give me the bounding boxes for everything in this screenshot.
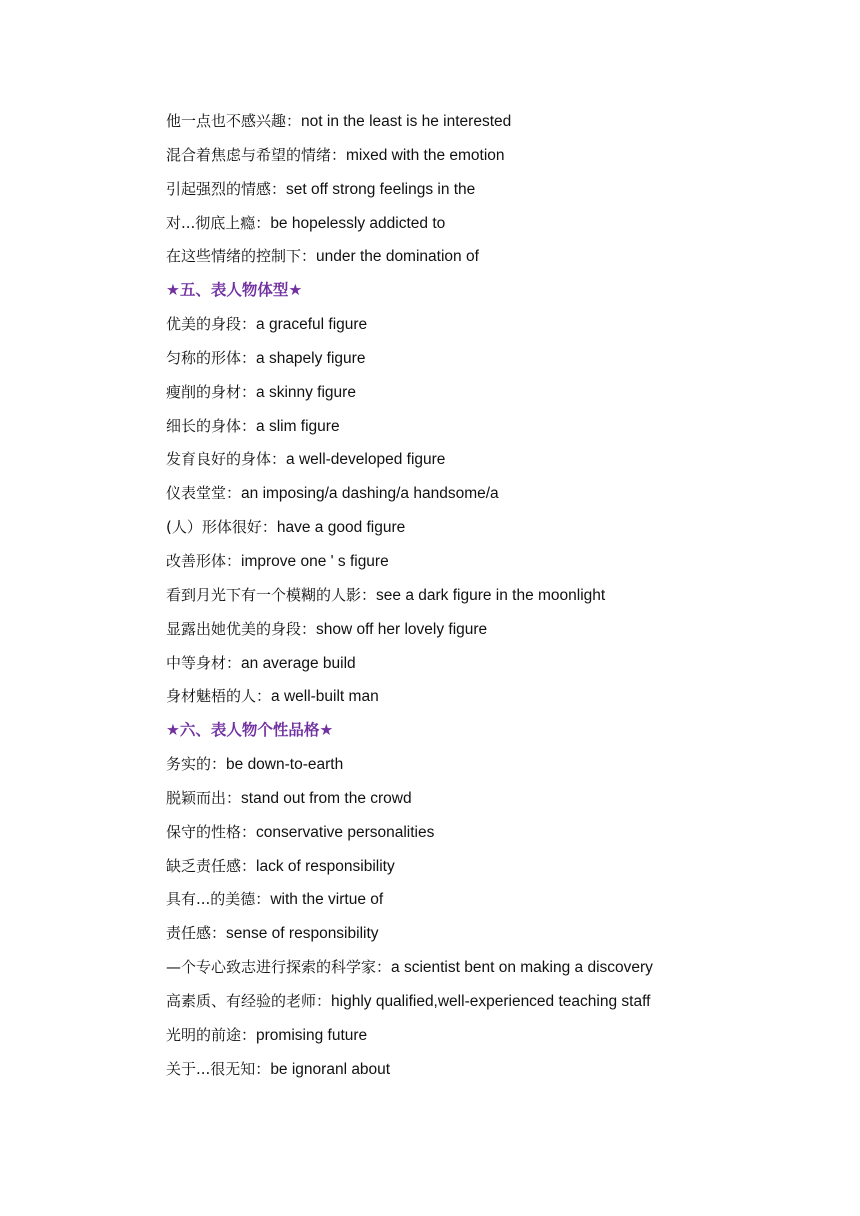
entry-chinese: 身材魅梧的人： — [166, 687, 272, 706]
entry-english: improve one ' s figure — [241, 552, 389, 570]
entry-chinese: 中等身材： — [166, 653, 242, 672]
vocabulary-list — [166, 105, 826, 1086]
entry-chinese: 对...彻底上瘾： — [166, 213, 271, 232]
vocab-entry — [166, 308, 826, 342]
entry-english: mixed with the emotion — [346, 146, 505, 164]
entry-english: a well-built man — [271, 688, 379, 706]
entry-chinese: 发育良好的身体： — [166, 450, 287, 469]
entry-chinese: 匀称的形体： — [166, 348, 257, 367]
entry-english: a well-developed figure — [286, 451, 446, 469]
entry-english: sense of responsibility — [226, 925, 379, 943]
entry-english: a skinny figure — [256, 383, 356, 401]
entry-chinese: 缺乏责任感： — [166, 856, 257, 875]
vocab-entry — [166, 443, 826, 477]
vocab-entry — [166, 850, 826, 884]
entry-english: conservative personalities — [256, 823, 435, 841]
vocab-entry — [166, 647, 826, 681]
vocab-entry — [166, 782, 826, 816]
vocab-entry — [166, 240, 826, 274]
vocab-entry — [166, 883, 826, 917]
vocab-entry — [166, 680, 826, 714]
vocab-entry — [166, 173, 826, 207]
vocab-entry — [166, 139, 826, 173]
entry-chinese: 保守的性格： — [166, 822, 257, 841]
vocab-entry — [166, 579, 826, 613]
vocab-entry — [166, 207, 826, 241]
entry-chinese: 细长的身体： — [166, 416, 257, 435]
entry-chinese: 引起强烈的情感： — [166, 179, 287, 198]
entry-english: under the domination of — [316, 248, 479, 266]
entry-english: lack of responsibility — [256, 857, 395, 875]
vocab-entry — [166, 105, 826, 139]
entry-english: a shapely figure — [256, 349, 366, 367]
entry-chinese: (人）形体很好： — [166, 518, 277, 537]
entry-chinese: 显露出她优美的身段： — [166, 619, 317, 638]
entry-english: a slim figure — [256, 417, 340, 435]
entry-chinese: 务实的： — [166, 755, 227, 774]
entry-english: see a dark figure in the moonlight — [376, 586, 606, 604]
entry-english: set off strong feelings in the — [286, 180, 476, 198]
entry-english: have a good figure — [276, 519, 406, 537]
entry-english: with the virtue of — [270, 891, 384, 909]
vocab-entry — [166, 748, 826, 782]
entry-english: show off her lovely figure — [316, 620, 488, 638]
entry-english: be ignoranl about — [270, 1060, 391, 1078]
vocab-entry — [166, 1019, 826, 1053]
vocab-entry — [166, 342, 826, 376]
entry-english: be down-to-earth — [226, 756, 344, 774]
vocab-entry — [166, 511, 826, 545]
entry-chinese: 关于...很无知： — [166, 1059, 271, 1078]
section-heading: ★五、表人物体型★ — [166, 281, 303, 300]
entry-english: be hopelessly addicted to — [270, 214, 446, 232]
entry-english: an imposing/a dashing/a handsome/a — [241, 485, 499, 503]
entry-english: highly qualified,well-experienced teaching staff — [331, 992, 651, 1010]
vocab-entry — [166, 985, 826, 1019]
entry-chinese: 具有...的美德： — [166, 890, 271, 909]
vocab-entry — [166, 1053, 826, 1087]
entry-chinese: 瘦削的身材： — [166, 382, 257, 401]
entry-chinese: 脱颖而出： — [166, 788, 242, 807]
entry-chinese: 在这些情绪的控制下： — [166, 247, 317, 266]
vocab-entry — [166, 917, 826, 951]
vocab-entry — [166, 545, 826, 579]
entry-chinese: 混合着焦虑与希望的情绪： — [166, 145, 347, 164]
entry-english: an average build — [241, 654, 356, 672]
entry-chinese: 仪表堂堂： — [166, 484, 242, 503]
vocab-entry — [166, 816, 826, 850]
vocab-entry — [166, 613, 826, 647]
entry-english: stand out from the crowd — [241, 789, 412, 807]
entry-chinese: 光明的前途： — [166, 1025, 257, 1044]
entry-chinese: 看到月光下有一个模糊的人影： — [166, 585, 377, 604]
entry-english: not in the least is he interested — [301, 113, 512, 130]
section-heading: ★六、表人物个性品格★ — [166, 721, 334, 740]
entry-chinese: 改善形体： — [166, 551, 242, 570]
entry-chinese: 责任感： — [166, 924, 227, 943]
entry-chinese: 高素质、有经验的老师： — [166, 991, 332, 1010]
entry-chinese: —个专心致志进行探索的科学家： — [166, 958, 392, 977]
vocab-entry — [166, 410, 826, 444]
entry-english: promising future — [256, 1026, 368, 1044]
vocab-entry — [166, 477, 826, 511]
vocab-entry — [166, 376, 826, 410]
entry-english: a scientist bent on making a discovery — [391, 959, 653, 977]
vocab-entry — [166, 951, 826, 985]
entry-english: a graceful figure — [256, 316, 368, 334]
entry-chinese: 优美的身段： — [166, 315, 257, 334]
entry-chinese: 他一点也不感兴趣： — [166, 112, 302, 130]
